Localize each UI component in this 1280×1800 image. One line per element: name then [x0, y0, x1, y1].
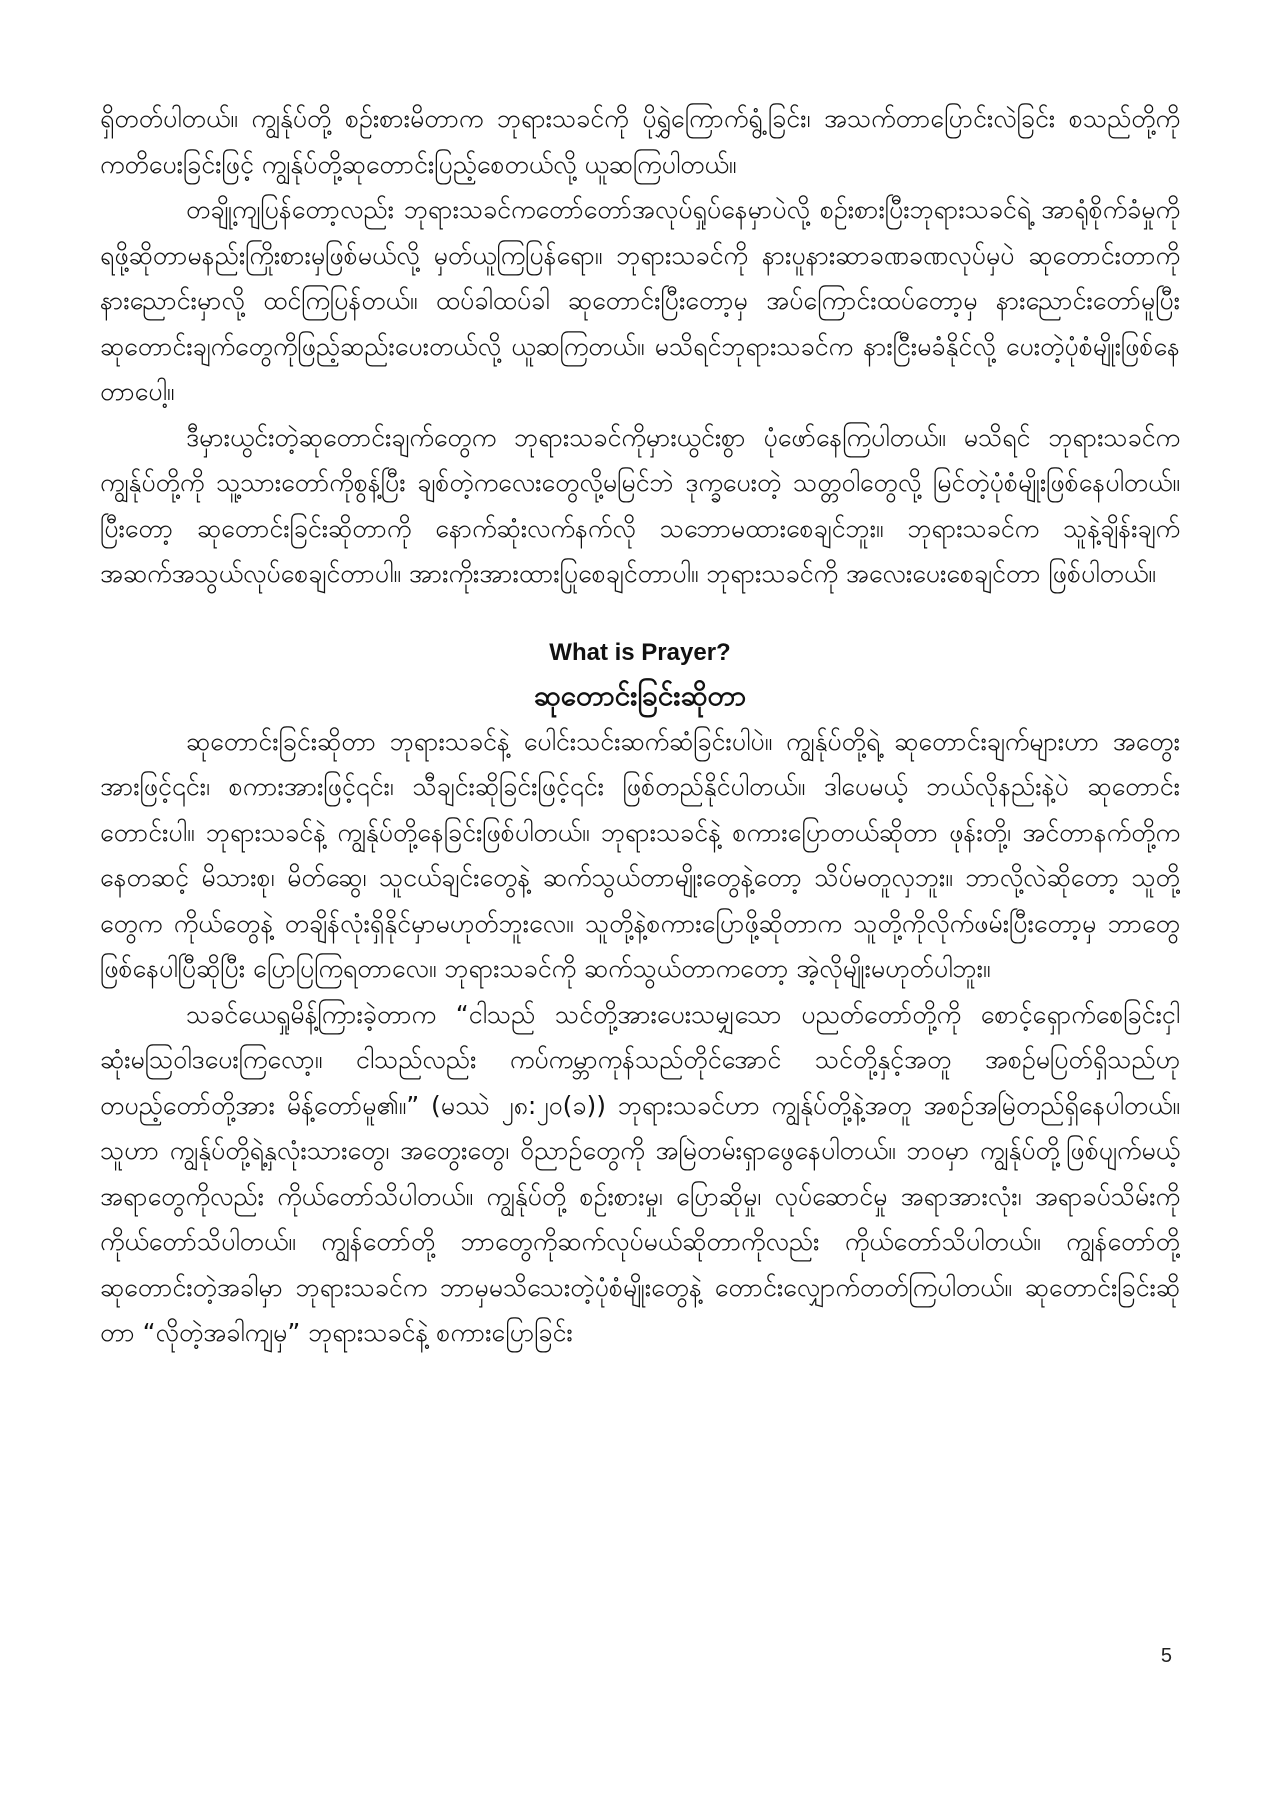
- body-paragraph: တချို့ကျပြန်တော့လည်း ဘုရားသခင်ကတော်တော်အလုပ်ရှုပ်နေမှာပဲလို့ စဉ်းစားပြီးဘုရားသခင်ရဲ့ အာရုံစိုက်ခံမှုကို ရဖို့ဆိုတာမနည်းကြိုးစားမှဖြစ်မယ်လို့ မှတ်ယူကြပြန်ရော။ ဘုရားသခင်ကို နားပူနားဆာခဏခဏလုပ်မှပဲ ဆုတောင်းတာကိုနားညောင်းမှာလို့ ထင်ကြပြန်တယ်။ ထပ်ခါထပ်ခါ ဆုတောင်းပြီးတော့မှ အပ်ကြောင်းထပ်တော့မှ နားညောင်းတော်မူပြီး ဆုတောင်းချက်တွေကိုဖြည့်ဆည်းပေးတယ်လို့ ယူဆကြတယ်။ မသိရင်ဘုရားသခင်က နားငြီးမခံနိုင်လို့ ပေးတဲ့ပုံစံမျိုးဖြစ်နေတာပေါ့။: [100, 195, 1180, 406]
- page-number: 5: [1160, 1645, 1172, 1667]
- body-paragraph: ဆုတောင်းခြင်းဆိုတာ ဘုရားသခင်နဲ့ ပေါင်းသင်းဆက်ဆံခြင်းပါပဲ။ ကျွန်ုပ်တို့ရဲ့ ဆုတောင်းချက်များဟာ အတွေးအားဖြင့်၎င်း၊ စကားအားဖြင့်၎င်း၊ သီချင်းဆိုခြင်းဖြင့်၎င်း ဖြစ်တည်နိုင်ပါတယ်။ ဒါပေမယ့် ဘယ်လိုနည်းနဲ့ပဲ ဆုတောင်းတောင်းပါ။ ဘုရားသခင်နဲ့ ကျွန်ုပ်တို့နေခြင်းဖြစ်ပါတယ်။ ဘုရားသခင်နဲ့ စကားပြောတယ်ဆိုတာ ဖုန်းတို့၊ အင်တာနက်တို့ကနေတဆင့် မိသားစု၊ မိတ်ဆွေ၊ သူငယ်ချင်းတွေနဲ့ ဆက်သွယ်တာမျိုးတွေနဲ့တော့ သိပ်မတူလှဘူး။ ဘာလို့လဲဆိုတော့ သူတို့တွေက ကိုယ်တွေနဲ့ တချိန်လုံးရှိနိုင်မှာမဟုတ်ဘူးလေ။ သူတို့နဲ့စကားပြောဖို့ဆိုတာက သူတို့ကိုလိုက်ဖမ်းပြီးတော့မှ ဘာတွေဖြစ်နေပါပြီဆိုပြီး ပြောပြကြရတာလေ။ ဘုရားသခင်ကို ဆက်သွယ်တာကတော့ အဲ့လိုမျိုးမဟုတ်ပါဘူး။: [100, 726, 1180, 983]
- section-heading-english: What is Prayer?: [549, 638, 731, 666]
- body-paragraph: ဒီမှားယွင်းတဲ့ဆုတောင်းချက်တွေက ဘုရားသခင်ကိုမှားယွင်းစွာ ပုံဖော်နေကြပါတယ်။ မသိရင် ဘုရားသခင်က ကျွန်ုပ်တို့ကို သူ့သားတော်ကိုစွန့်ပြီး ချစ်တဲ့ကလေးတွေလို့မမြင်ဘဲ ဒုက္ခပေးတဲ့ သတ္တဝါတွေလို့ မြင်တဲ့ပုံစံမျိုးဖြစ်နေပါတယ်။ ပြီးတော့ ဆုတောင်းခြင်းဆိုတာကို နောက်ဆုံးလက်နက်လို သဘောမထားစေချင်ဘူး။ ဘုရားသခင်က သူနဲ့ချိန်းချက် အဆက်အသွယ်လုပ်စေချင်တာပါ။ အားကိုးအားထားပြုစေချင်တာပါ။ ဘုရားသခင်ကို အလေးပေးစေချင်တာ ဖြစ်ပါတယ်။: [100, 422, 1180, 588]
- section-heading-block: [100, 633, 1180, 719]
- body-paragraph: ရှိတတ်ပါတယ်။ ကျွန်ုပ်တို့ စဉ်းစားမိတာက ဘုရားသခင်ကို ပိုရွှဲကြောက်ရွံ့ခြင်း၊ အသက်တာပြောင်းလဲခြင်း စသည်တို့ကို ကတိပေးခြင်းဖြင့် ကျွန်ုပ်တို့ဆုတောင်းပြည့်စေတယ်လို့ ယူဆကြပါတယ်။: [100, 104, 1180, 179]
- body-paragraph: သခင်ယေရှုမိန့်ကြားခဲ့တာက “ငါသည် သင်တို့အားပေးသမျှသော ပညတ်တော်တို့ကို စောင့်ရှောက်စေခြင်းငှါ ဆုံးမဩဝါဒပေးကြလော့။ ငါသည်လည်း ကပ်ကမ္ဘာကုန်သည်တိုင်အောင် သင်တို့နှင့်အတူ အစဉ်မပြတ်ရှိသည်ဟု တပည့်တော်တို့အား မိန့်တော်မူ၏။” (မဿဲ ၂၈:၂၀(ခ)) ဘုရားသခင်ဟာ ကျွန်ုပ်တို့နဲ့အတူ အစဉ်အမြဲတည်ရှိနေပါတယ်။ သူဟာ ကျွန်ုပ်တို့ရဲ့နှလုံးသားတွေ၊ အတွေးတွေ၊ ဝိညာဉ်တွေကို အမြဲတမ်းရှာဖွေနေပါတယ်။ ဘဝမှာ ကျွန်ုပ်တို့ဖြစ်ပျက်မယ့်အရာတွေကိုလည်း ကိုယ်တော်သိပါတယ်။ ကျွန်ုပ်တို့ စဉ်းစားမှု၊ ပြောဆိုမှု၊ လုပ်ဆောင်မှု အရာအားလုံး၊ အရာခပ်သိမ်းကို ကိုယ်တော်သိပါတယ်။ ကျွန်တော်တို့ ဘာတွေကိုဆက်လုပ်မယ်ဆိုတာကိုလည်း ကိုယ်တော်သိပါတယ်။ ကျွန်တော်တို့ဆုတောင်းတဲ့အခါမှာ ဘုရားသခင်က ဘာမှမသိသေးတဲ့ပုံစံမျိုးတွေနဲ့ တောင်းလျှောက်တတ်ကြပါတယ်။ ဆုတောင်းခြင်းဆိုတာ “လိုတဲ့အခါကျမှ” ဘုရားသခင်နဲ့ စကားပြောခြင်း: [100, 999, 1180, 1347]
- document-page: [100, 96, 1180, 1716]
- section-heading-myanmar: ဆုတောင်းခြင်းဆိုတာ: [533, 678, 747, 712]
